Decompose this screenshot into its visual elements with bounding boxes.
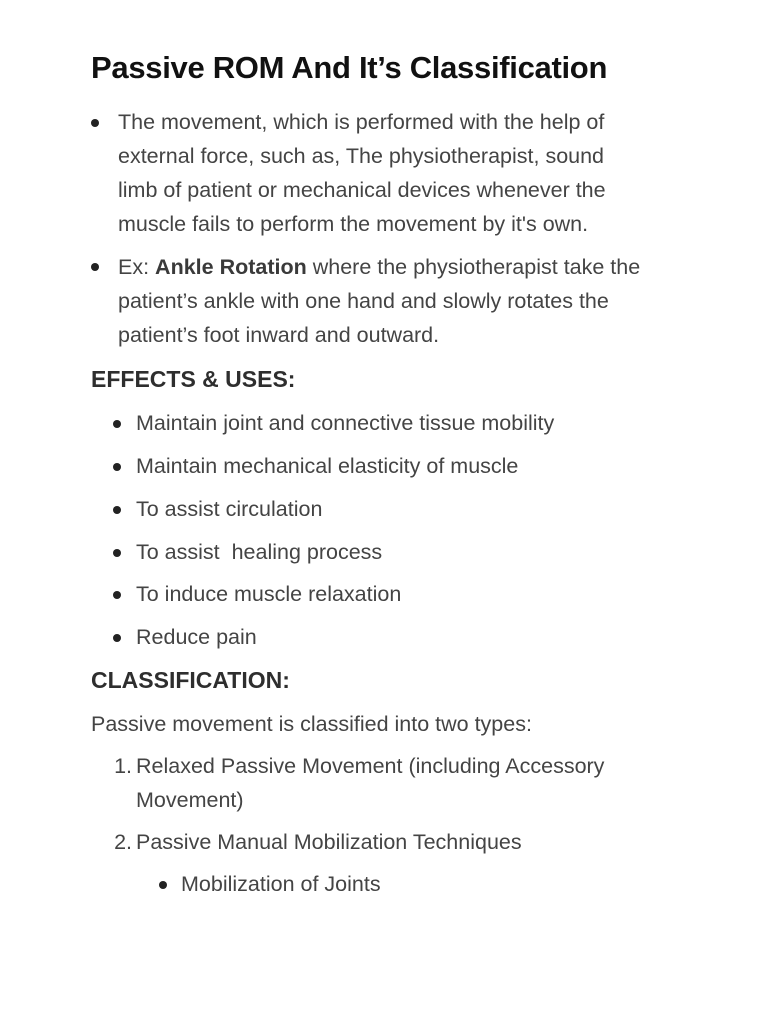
intro-bullet-2 <box>118 250 738 352</box>
bullet-icon <box>91 263 99 271</box>
text-line: external force, such as, The physiotherapist, sound <box>118 144 605 168</box>
classification-subitem: Mobilization of Joints <box>181 872 381 896</box>
list-number: 1. <box>114 754 132 778</box>
bullet-icon <box>113 634 121 642</box>
text-line <box>118 250 738 284</box>
text-line: patient’s foot inward and outward. <box>118 323 440 347</box>
bullet-icon <box>113 591 121 599</box>
example-rest: where the physiotherapist take the <box>306 255 641 279</box>
classification-item-1 <box>136 749 604 817</box>
example-term: Ankle Rotation <box>155 255 307 279</box>
list-number: 2. <box>114 830 132 854</box>
effects-heading: EFFECTS & USES: <box>91 366 296 392</box>
classification-heading: CLASSIFICATION: <box>91 667 290 693</box>
text-line: Movement) <box>136 788 244 812</box>
text-line: limb of patient or mechanical devices whenever the <box>118 178 606 202</box>
text-line: The movement, which is performed with the help of <box>118 110 605 134</box>
effects-item: To induce muscle relaxation <box>136 582 402 606</box>
bullet-icon <box>113 463 121 471</box>
text-line: Passive Manual Mobilization Techniques <box>136 830 522 854</box>
bullet-icon <box>91 119 99 127</box>
bullet-icon <box>113 506 121 514</box>
bullet-icon <box>113 420 121 428</box>
page-title: Passive ROM And It’s Classification <box>91 50 608 85</box>
effects-item: Maintain joint and connective tissue mobility <box>136 411 555 435</box>
effects-item: Maintain mechanical elasticity of muscle <box>136 454 519 478</box>
text-line: muscle fails to perform the movement by it's own. <box>118 212 589 236</box>
bullet-icon <box>159 881 167 889</box>
intro-bullet-1 <box>118 105 718 241</box>
classification-intro: Passive movement is classified into two types: <box>91 712 532 736</box>
text-line: Relaxed Passive Movement (including Accessory <box>136 754 605 778</box>
text-line: patient’s ankle with one hand and slowly rotates the <box>118 289 609 313</box>
classification-item-2 <box>136 825 522 859</box>
effects-item: Reduce pain <box>136 625 257 649</box>
effects-item: To assist healing process <box>136 540 383 564</box>
effects-item: To assist circulation <box>136 497 323 521</box>
bullet-icon <box>113 549 121 557</box>
example-prefix: Ex: <box>118 255 156 279</box>
